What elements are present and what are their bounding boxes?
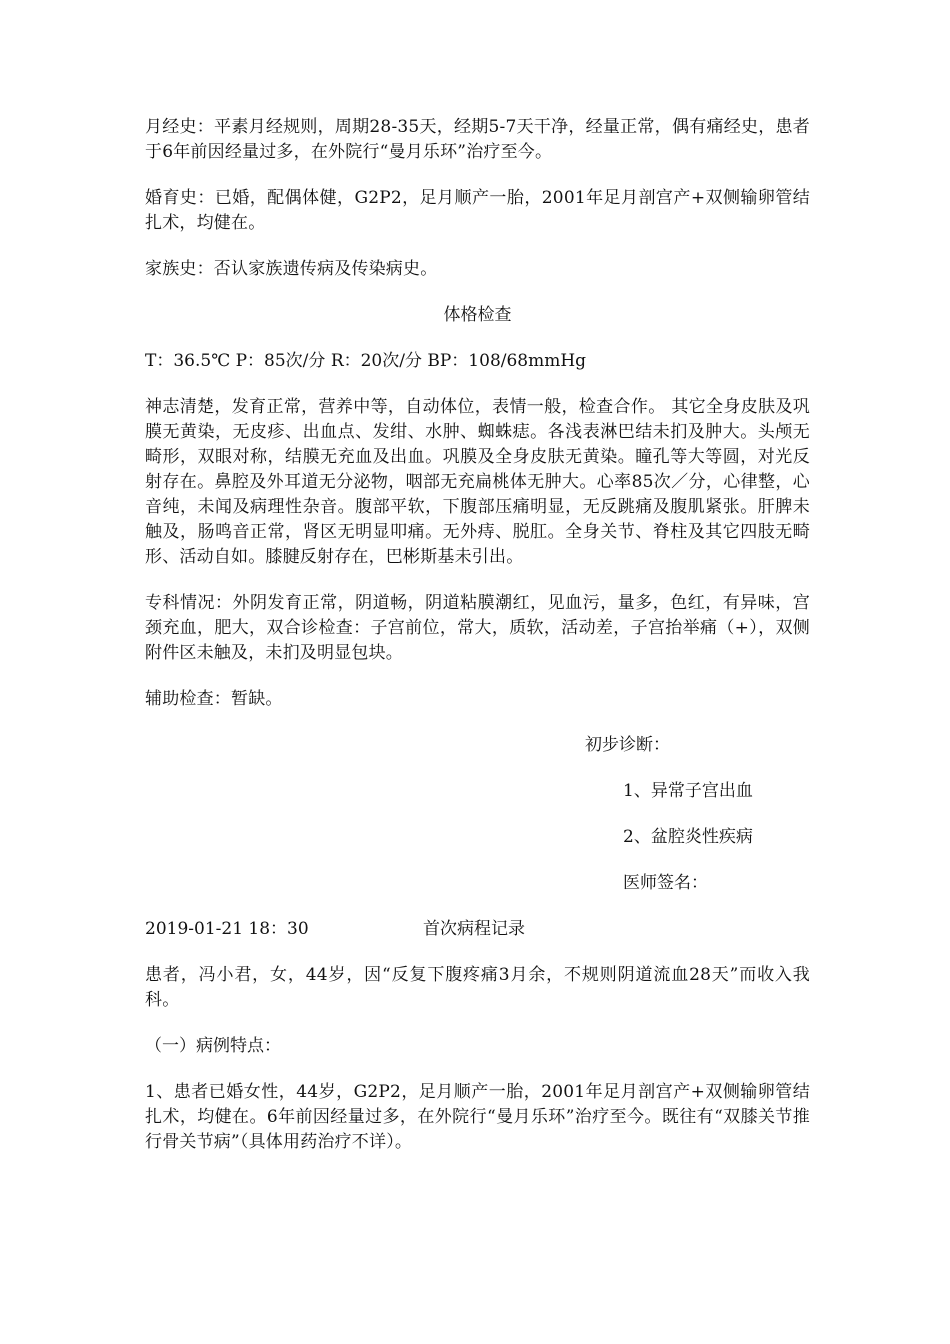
vital-signs: T：36.5℃ P：85次/分 R：20次/分 BP：108/68mmHg (145, 351, 587, 371)
menstrual-history: 月经史：平素月经规则，周期28-35天，经期5-7天干净，经量正常，偶有痛经史，患者于6年前因经量过多，在外院行“曼月乐环”治疗至今。 (145, 117, 810, 162)
patient-summary: 患者，冯小君，女，44岁，因“反复下腹疼痛3月余，不规则阴道流血28天”而收入我科。 (145, 965, 810, 1010)
diagnosis-item: 2、盆腔炎性疾病 (623, 827, 753, 847)
case-features-label: （一）病例特点： (145, 1036, 281, 1056)
physical-exam-title: 体格检查 (443, 305, 512, 325)
diagnosis-item: 1、异常子宫出血 (623, 781, 753, 801)
medical-record-page (145, 115, 810, 1176)
marital-history: 婚育史：已婚，配偶体健，G2P2，足月顺产一胎，2001年足月剖宫产+双侧输卵管结扎术，均健在。 (145, 188, 810, 233)
physician-signature: 医师签名： (623, 873, 708, 893)
family-history: 家族史：否认家族遗传病及传染病史。 (145, 259, 438, 279)
record-datetime: 2019-01-21 18：30 (145, 919, 309, 939)
case-feature-1: 1、患者已婚女性，44岁，G2P2，足月顺产一胎，2001年足月剖宫产+双侧输卵管结扎术，均健在。6年前因经量过多，在外院行“曼月乐环”治疗至今。既往有“双膝关节推行骨关节病”（具体用药治疗不详）。 (145, 1082, 810, 1152)
general-exam: 神志清楚，发育正常，营养中等，自动体位，表情一般，检查合作。 其它全身皮肤及巩膜无黄染，无皮疹、出血点、发绀、水肿、蜘蛛痣。各浅表淋巴结未扪及肿大。头颅无畸形，双眼对称，结膜无充血及出血。巩膜及全身皮肤无黄染。瞳孔等大等圆，对光反射存在。鼻腔及外耳道无分泌物，咽部无充扁桃体无肿大。心率85次／分，心律整，心音纯，未闻及病理性杂音。腹部平软，下腹部压痛明显，无反跳痛及腹肌紧张。肝脾未触及，肠鸣音正常，肾区无明显叩痛。无外痔、脱肛。全身关节、脊柱及其它四肢无畸形、活动自如。膝腱反射存在，巴彬斯基未引出。 (145, 397, 810, 567)
auxiliary-exam: 辅助检查：暂缺。 (145, 689, 283, 709)
record-header (145, 917, 810, 942)
record-title: 首次病程记录 (423, 919, 525, 939)
diagnosis-title: 初步诊断： (585, 735, 670, 755)
specialist-exam: 专科情况：外阴发育正常，阴道畅，阴道粘膜潮红，见血污，量多，色红，有异味，宫颈充血，肥大，双合诊检查：子宫前位，常大，质软，活动差，子宫抬举痛（+），双侧附件区未触及，未扪及明显包块。 (145, 593, 810, 663)
